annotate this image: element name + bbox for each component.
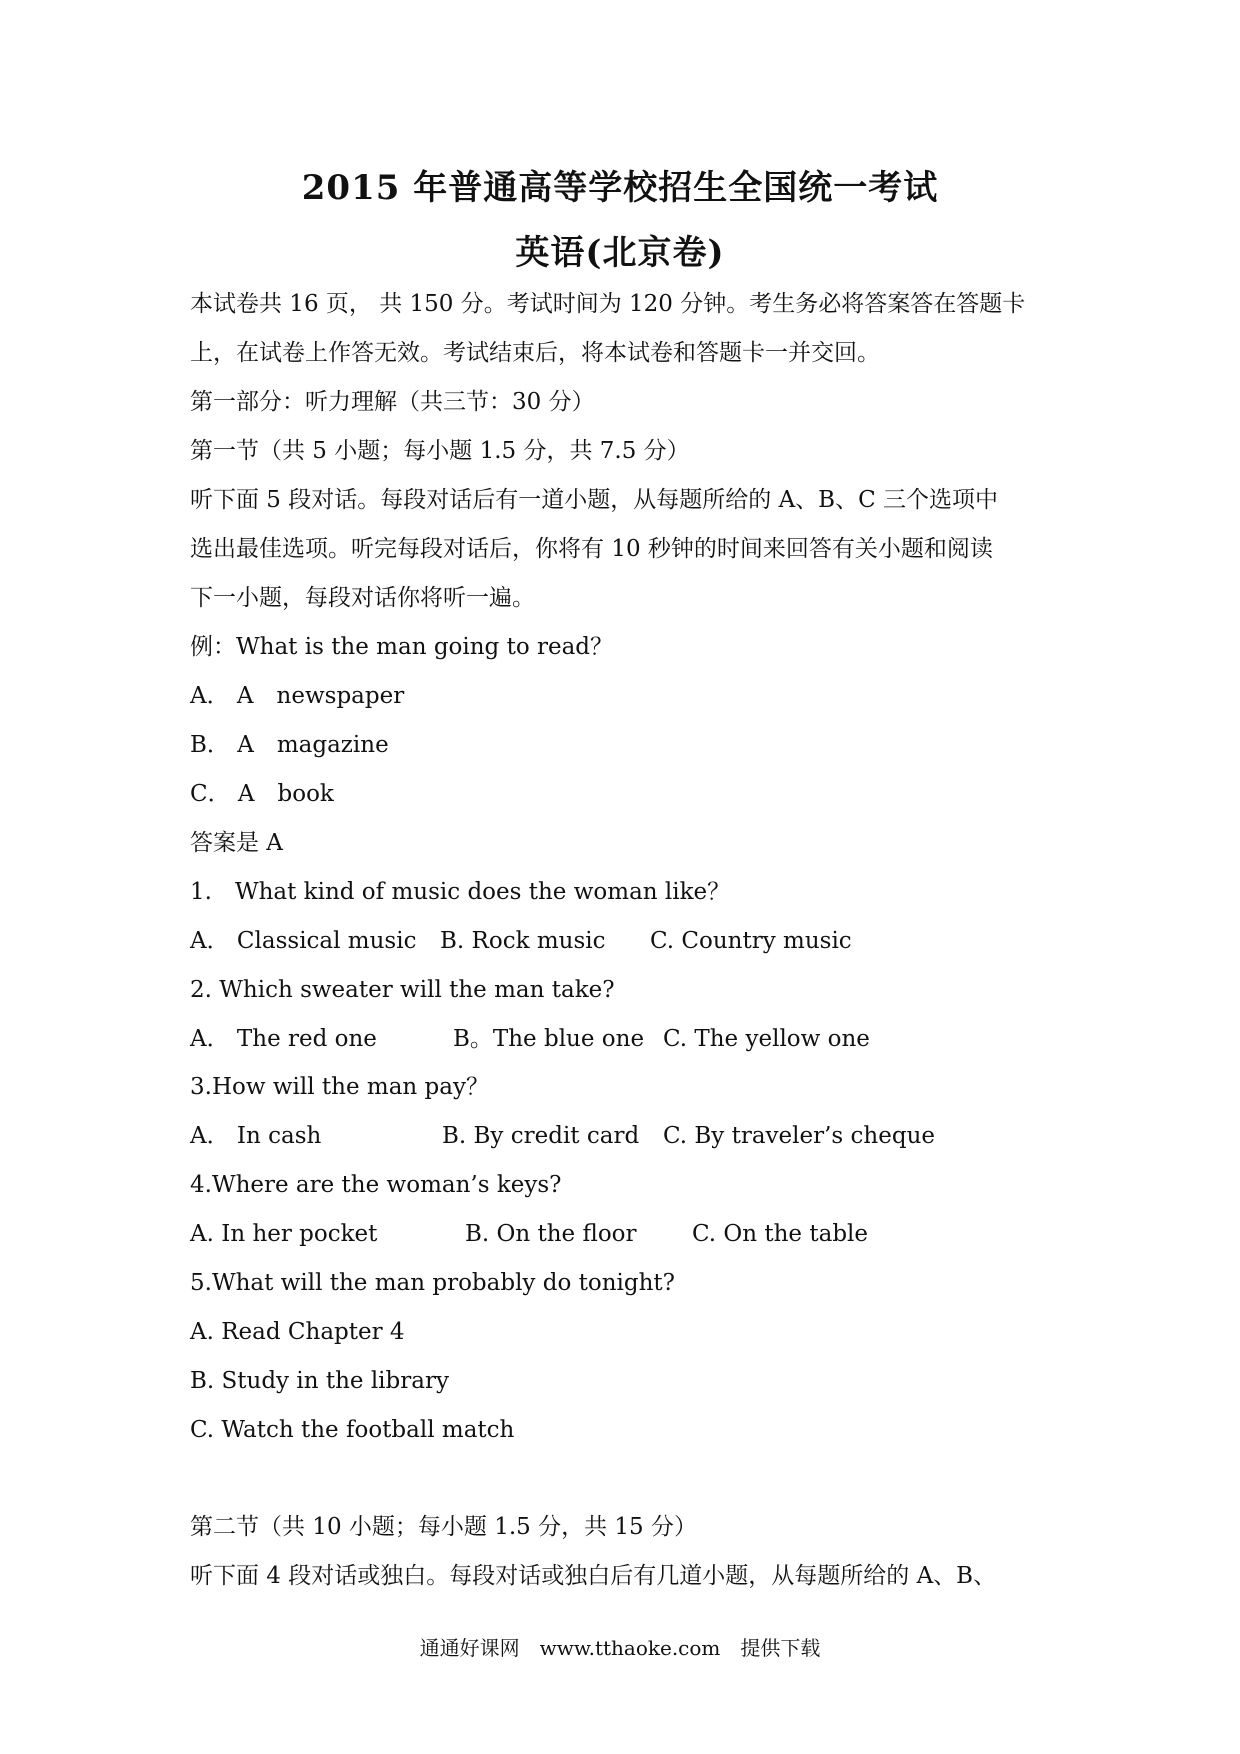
intro-line-1: 本试卷共 16 页， 共 150 分。考试时间为 120 分钟。考生务必将答案答在答题卡 xyxy=(190,291,1026,317)
question-1-option-c: C. Country music xyxy=(650,928,852,954)
question-5-option-a: A. Read Chapter 4 xyxy=(190,1319,405,1345)
exam-subtitle: 英语(北京卷) xyxy=(515,233,725,273)
question-4-option-a: A. In her pocket xyxy=(190,1221,378,1247)
question-2: 2. Which sweater will the man take? xyxy=(190,977,615,1003)
example-option-b: B． A magazine xyxy=(190,732,389,758)
question-3-option-b: B. By credit card xyxy=(442,1123,640,1149)
question-1: 1. What kind of music does the woman like？ xyxy=(190,879,731,905)
exam-title: 2015 年普通高等学校招生全国统一考试 xyxy=(301,168,939,208)
question-5-option-b: B. Study in the library xyxy=(190,1368,449,1394)
question-5-option-c: C. Watch the football match xyxy=(190,1417,515,1443)
question-4-option-b: B. On the floor xyxy=(465,1221,637,1247)
question-2-option-a: A． The red one xyxy=(190,1026,377,1052)
question-3-option-c: C. By traveler’s cheque xyxy=(663,1123,936,1149)
question-5: 5.What will the man probably do tonight? xyxy=(190,1270,675,1296)
question-4: 4.Where are the woman’s keys? xyxy=(190,1172,562,1198)
section1-instructions-3: 下一小题，每段对话你将听一遍。 xyxy=(190,585,535,611)
example-question: 例：What is the man going to read？ xyxy=(190,634,614,660)
question-4-option-c: C. On the table xyxy=(692,1221,869,1247)
example-answer: 答案是 A xyxy=(190,830,283,856)
question-1-option-a: A． Classical music xyxy=(190,928,417,954)
section1-heading: 第一节（共 5 小题；每小题 1.5 分，共 7.5 分） xyxy=(190,438,690,464)
example-option-c: C． A book xyxy=(190,781,334,807)
question-2-option-b: B。The blue one xyxy=(453,1026,645,1052)
section1-instructions-1: 听下面 5 段对话。每段对话后有一道小题，从每题所给的 A、B、C 三个选项中 xyxy=(190,487,998,513)
page-footer: 通通好课网 www.tthaoke.com 提供下载 xyxy=(419,1636,821,1660)
question-1-option-b: B. Rock music xyxy=(440,928,606,954)
section1-instructions-2: 选出最佳选项。听完每段对话后，你将有 10 秒钟的时间来回答有关小题和阅读 xyxy=(190,536,993,562)
question-2-option-c: C. The yellow one xyxy=(663,1026,870,1052)
part1-heading: 第一部分：听力理解（共三节：30 分） xyxy=(190,389,595,415)
question-3: 3.How will the man pay？ xyxy=(190,1074,489,1100)
section2-instructions: 听下面 4 段对话或独白。每段对话或独白后有几道小题，从每题所给的 A、B、 xyxy=(190,1563,997,1589)
intro-line-2: 上，在试卷上作答无效。考试结束后，将本试卷和答题卡一并交回。 xyxy=(190,340,880,366)
section2-heading: 第二节（共 10 小题；每小题 1.5 分，共 15 分） xyxy=(190,1514,697,1540)
example-option-a: A． A newspaper xyxy=(190,683,405,709)
question-3-option-a: A． In cash xyxy=(190,1123,322,1149)
